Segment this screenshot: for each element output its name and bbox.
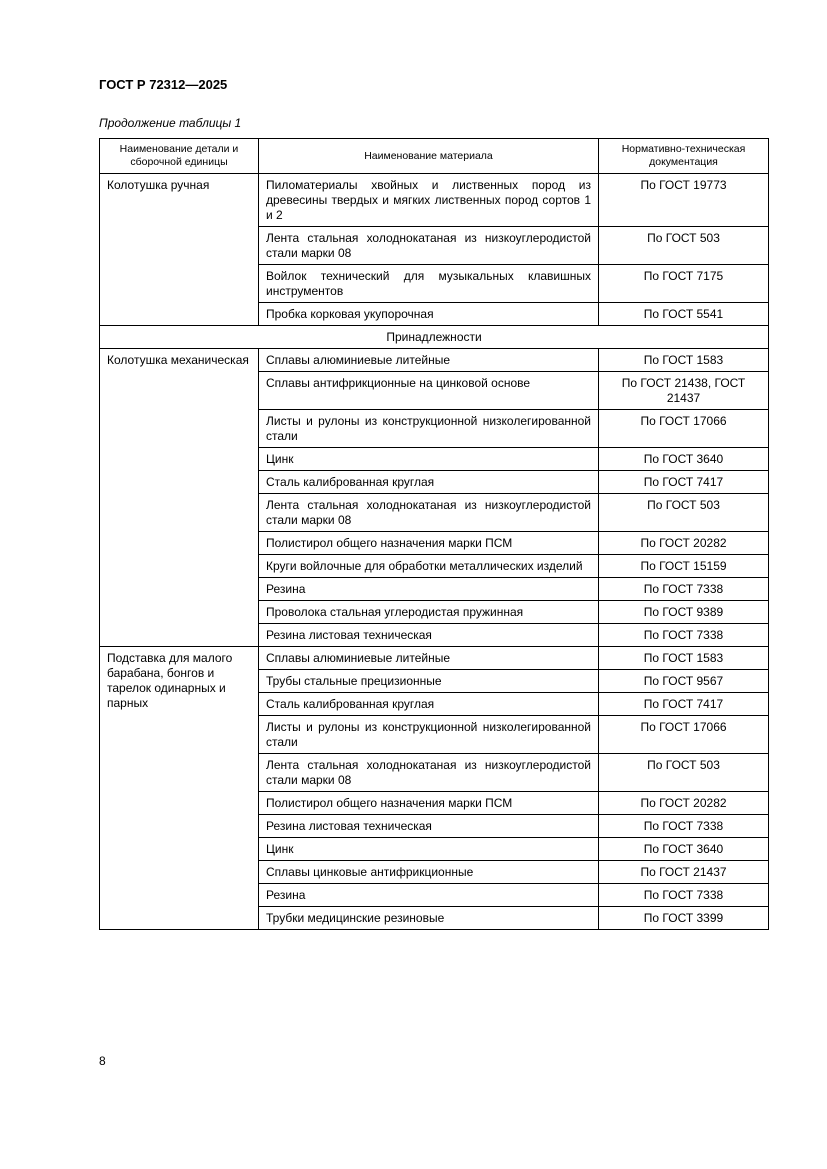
material-cell: Сталь калиброванная круглая (259, 471, 599, 494)
material-cell: Цинк (259, 448, 599, 471)
table-row (100, 647, 769, 670)
material-cell: Резина листовая техническая (259, 624, 599, 647)
material-cell: Пиломатериалы хвойных и лиственных пород из древесины твердых и мягких лиственных пород сортов 1 и 2 (259, 174, 599, 227)
standard-cell: По ГОСТ 503 (599, 494, 769, 532)
material-cell: Резина листовая техническая (259, 815, 599, 838)
material-cell: Сплавы алюминиевые литейные (259, 349, 599, 372)
standard-cell: По ГОСТ 7338 (599, 884, 769, 907)
part-name-cell: Колотушка ручная (100, 174, 259, 326)
standard-cell: По ГОСТ 7175 (599, 265, 769, 303)
material-cell: Резина (259, 578, 599, 601)
table-row (100, 174, 769, 227)
standard-cell: По ГОСТ 7338 (599, 578, 769, 601)
material-cell: Листы и рулоны из конструкционной низколегированной стали (259, 716, 599, 754)
material-cell: Полистирол общего назначения марки ПСМ (259, 792, 599, 815)
standard-cell: По ГОСТ 5541 (599, 303, 769, 326)
standard-cell: По ГОСТ 17066 (599, 716, 769, 754)
standard-cell: По ГОСТ 3399 (599, 907, 769, 930)
standard-cell: По ГОСТ 3640 (599, 838, 769, 861)
standard-cell: По ГОСТ 9389 (599, 601, 769, 624)
standard-cell: По ГОСТ 3640 (599, 448, 769, 471)
material-cell: Сплавы алюминиевые литейные (259, 647, 599, 670)
part-name-cell: Подставка для малого барабана, бонгов и тарелок одинарных и парных (100, 647, 259, 930)
header-doc: Нормативно-техническая документация (599, 139, 769, 174)
standard-cell: По ГОСТ 21437 (599, 861, 769, 884)
materials-table (99, 138, 769, 930)
material-cell: Резина (259, 884, 599, 907)
material-cell: Круги войлочные для обработки металлических изделий (259, 555, 599, 578)
material-cell: Трубы стальные прецизионные (259, 670, 599, 693)
standard-cell: По ГОСТ 20282 (599, 792, 769, 815)
material-cell: Полистирол общего назначения марки ПСМ (259, 532, 599, 555)
material-cell: Войлок технический для музыкальных клавишных инструментов (259, 265, 599, 303)
standard-cell: По ГОСТ 1583 (599, 349, 769, 372)
standard-cell: По ГОСТ 503 (599, 227, 769, 265)
header-material: Наименование материала (259, 139, 599, 174)
material-cell: Цинк (259, 838, 599, 861)
standard-cell: По ГОСТ 7338 (599, 815, 769, 838)
material-cell: Пробка корковая укупорочная (259, 303, 599, 326)
standard-cell: По ГОСТ 503 (599, 754, 769, 792)
standard-cell: По ГОСТ 1583 (599, 647, 769, 670)
standard-cell: По ГОСТ 19773 (599, 174, 769, 227)
material-cell: Сталь калиброванная круглая (259, 693, 599, 716)
document-title: ГОСТ Р 72312—2025 (99, 77, 228, 92)
material-cell: Трубки медицинские резиновые (259, 907, 599, 930)
table-caption: Продолжение таблицы 1 (99, 116, 242, 130)
standard-cell: По ГОСТ 7338 (599, 624, 769, 647)
material-cell: Лента стальная холоднокатаная из низкоуглеродистой стали марки 08 (259, 227, 599, 265)
standard-cell: По ГОСТ 17066 (599, 410, 769, 448)
material-cell: Листы и рулоны из конструкционной низколегированной стали (259, 410, 599, 448)
standard-cell: По ГОСТ 9567 (599, 670, 769, 693)
table-body (100, 174, 769, 930)
standard-cell: По ГОСТ 7417 (599, 693, 769, 716)
header-part: Наименование детали и сборочной единицы (100, 139, 259, 174)
standard-cell: По ГОСТ 7417 (599, 471, 769, 494)
material-cell: Сплавы антифрикционные на цинковой основе (259, 372, 599, 410)
standard-cell: По ГОСТ 21438, ГОСТ 21437 (599, 372, 769, 410)
standard-cell: По ГОСТ 20282 (599, 532, 769, 555)
section-row (100, 326, 769, 349)
section-title: Принадлежности (100, 326, 769, 349)
material-cell: Сплавы цинковые антифрикционные (259, 861, 599, 884)
material-cell: Проволока стальная углеродистая пружинная (259, 601, 599, 624)
standard-cell: По ГОСТ 15159 (599, 555, 769, 578)
page-number: 8 (99, 1054, 106, 1068)
part-name-cell: Колотушка механическая (100, 349, 259, 647)
table-row (100, 349, 769, 372)
table-header-row (100, 139, 769, 174)
material-cell: Лента стальная холоднокатаная из низкоуглеродистой стали марки 08 (259, 494, 599, 532)
material-cell: Лента стальная холоднокатаная из низкоуглеродистой стали марки 08 (259, 754, 599, 792)
